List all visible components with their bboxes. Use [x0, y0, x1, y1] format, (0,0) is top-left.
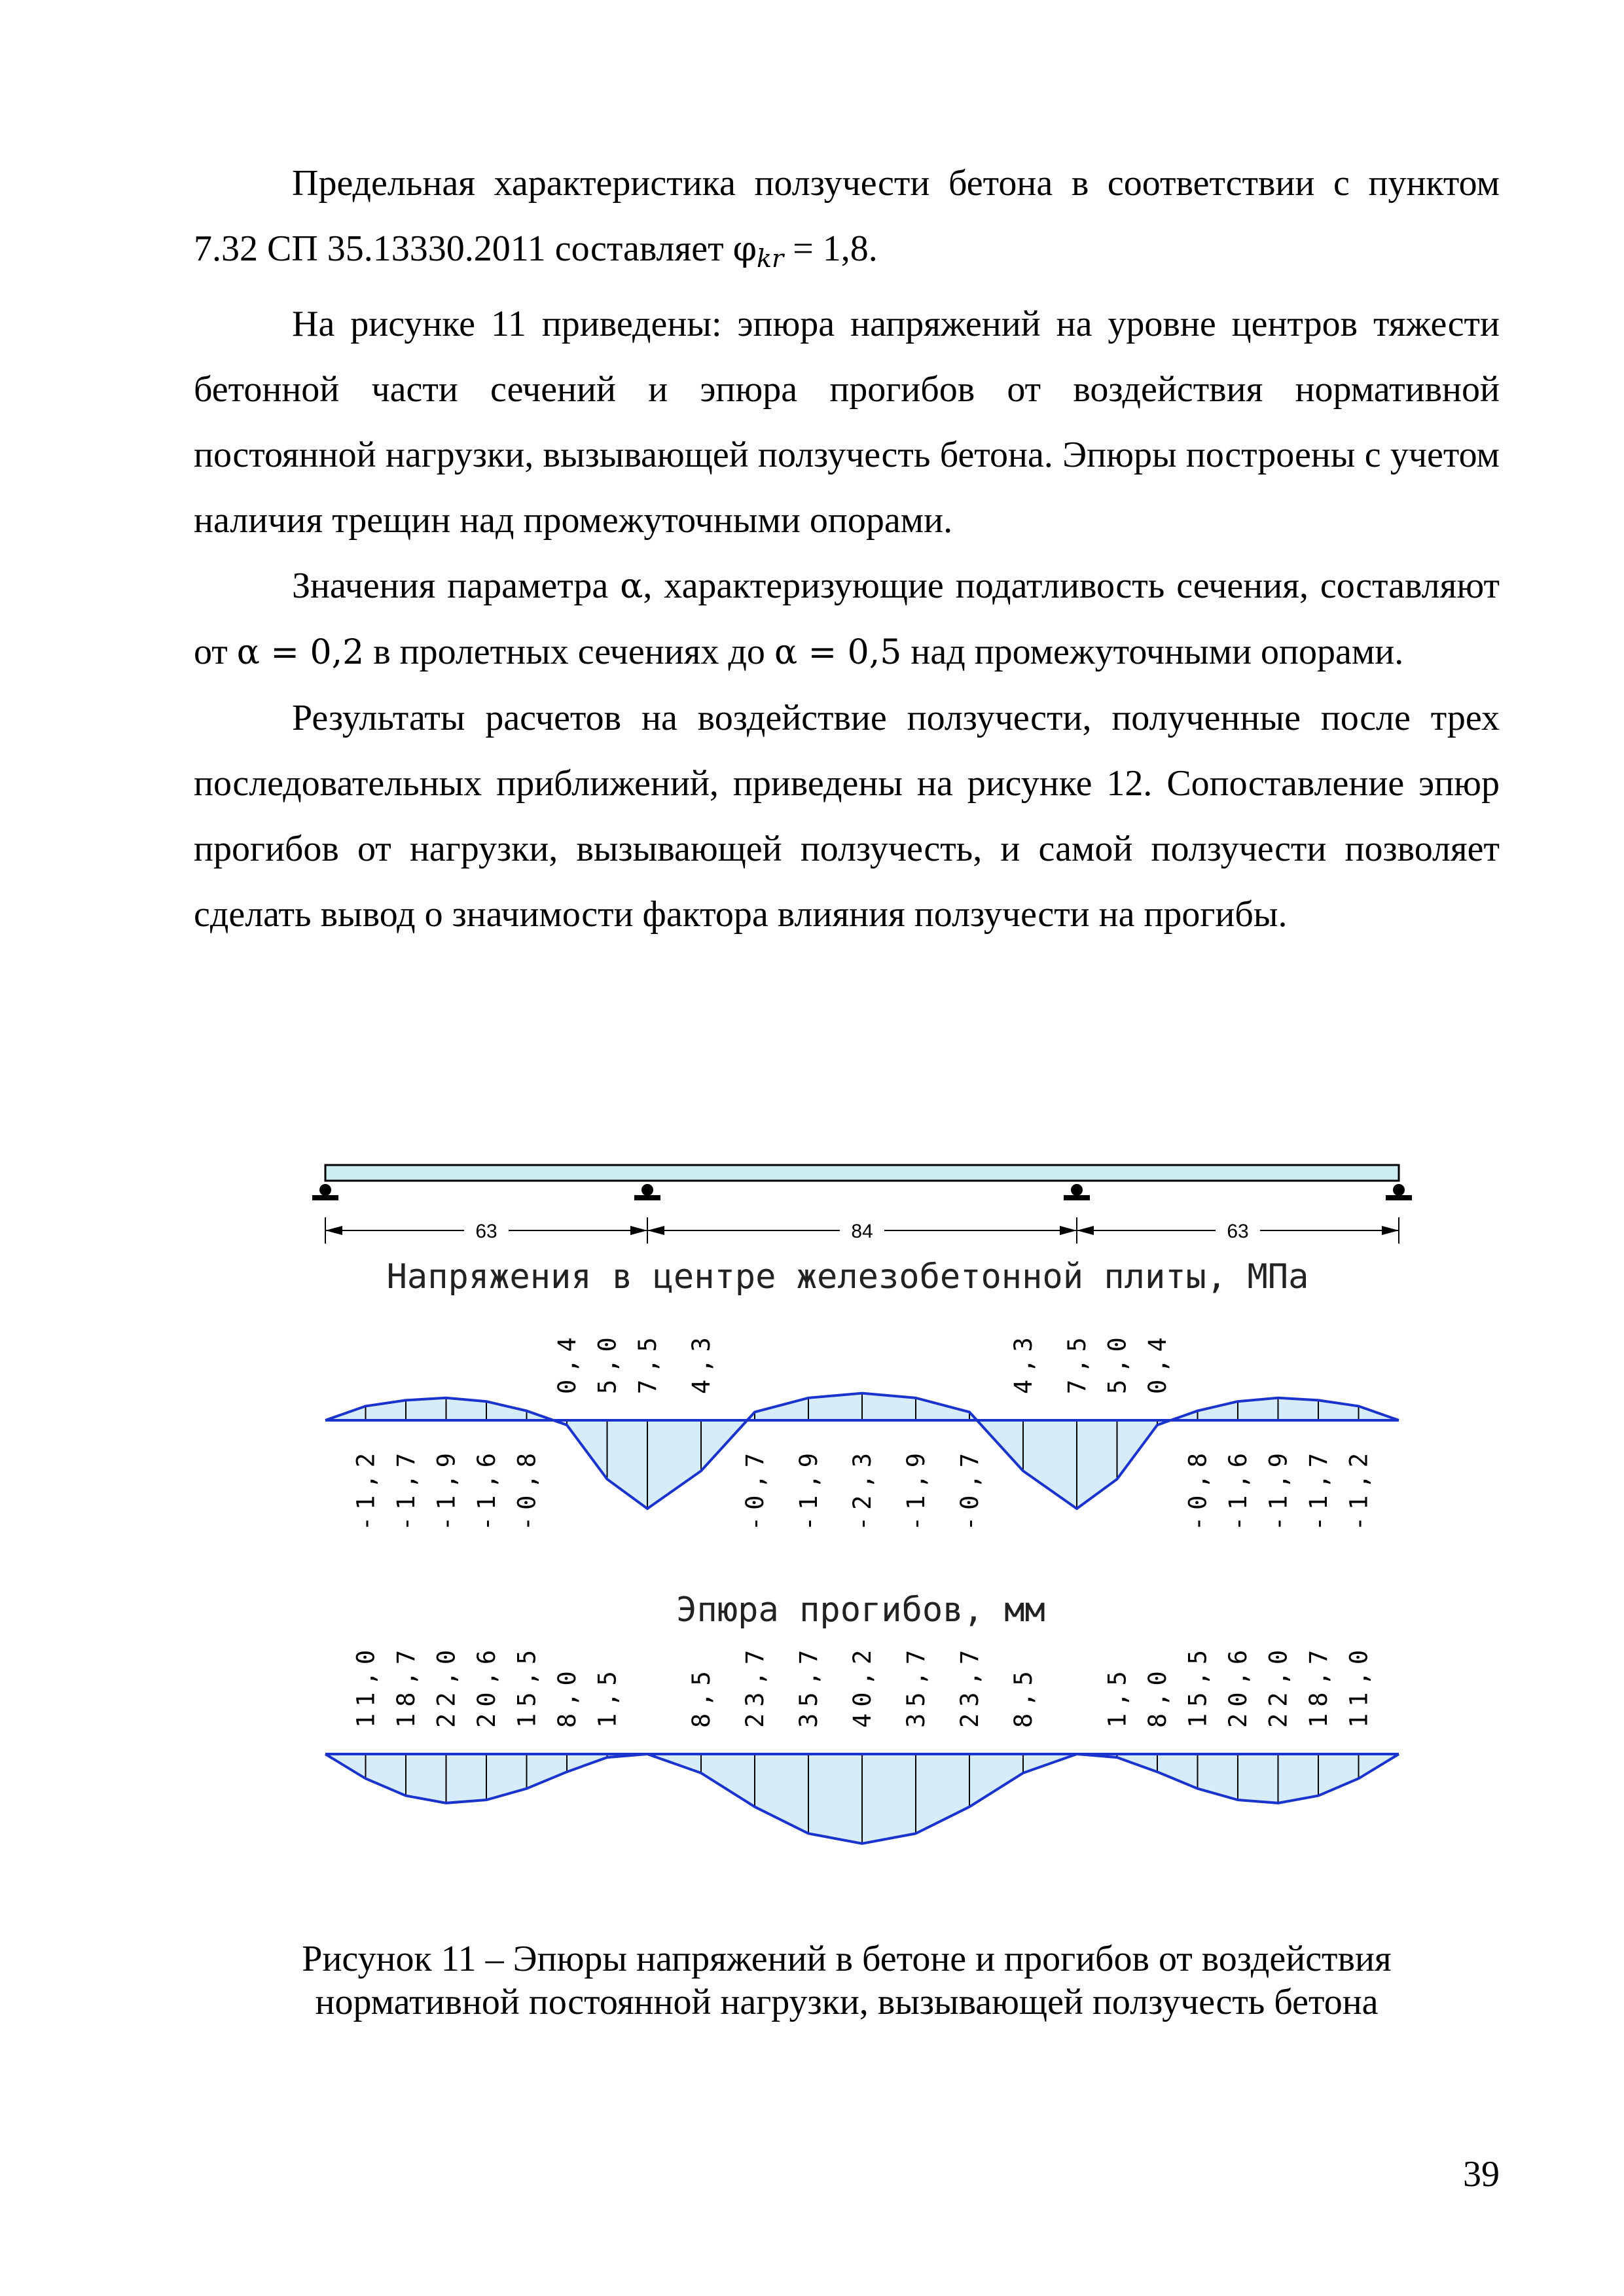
- span-length-label-3: 63: [1227, 1221, 1249, 1242]
- stress-value-label-6: 0,4: [553, 1331, 581, 1394]
- dimension-arrow-left-3: [1077, 1226, 1094, 1235]
- defl-value-label-17: 1,5: [1103, 1664, 1132, 1728]
- defl-value-label-9: 8,5: [687, 1664, 715, 1728]
- stress-value-label-12: -2,3: [848, 1446, 876, 1532]
- span-length-label-1: 63: [475, 1221, 497, 1242]
- defl-value-label-20: 20,6: [1224, 1643, 1252, 1728]
- support-pin-4: [1393, 1184, 1405, 1196]
- paragraph-4: Результаты расчетов на воздействие ползучести, полученные после трех последовательных приближений, приведены на рисунке 12. Сопоставление эпюр прогибов от нагрузки, вызывающей ползучесть, и самой ползучести позволяет сделать вывод о значимости фактора влияния ползучести на прогибы.: [194, 698, 1500, 935]
- dimension-arrow-right-1: [630, 1226, 647, 1235]
- stress-value-label-17: 5,0: [1103, 1331, 1132, 1394]
- dimension-arrow-left-1: [325, 1226, 342, 1235]
- stress-value-label-2: -1,7: [392, 1446, 420, 1532]
- stress-value-label-21: -1,9: [1264, 1446, 1293, 1532]
- stress-value-label-16: 7,5: [1063, 1331, 1091, 1394]
- stress-diagram-title: Напряжения в центре железобетонной плиты, МПа: [386, 1257, 1309, 1297]
- defl-value-label-13: 35,7: [902, 1643, 930, 1728]
- phi-symbol: φ: [732, 230, 757, 269]
- stress-value-label-22: -1,7: [1305, 1446, 1333, 1532]
- stress-value-label-7: 5,0: [593, 1331, 622, 1394]
- defl-value-label-21: 22,0: [1264, 1643, 1293, 1728]
- defl-value-label-19: 15,5: [1183, 1643, 1212, 1728]
- caption-line-2: нормативной постоянной нагрузки, вызывающей ползучесть бетона: [315, 1982, 1379, 2022]
- page-number: 39: [1463, 2154, 1500, 2195]
- figure-caption: [194, 1937, 1500, 2024]
- stress-value-label-4: -1,6: [473, 1446, 501, 1532]
- support-pin-1: [319, 1184, 331, 1196]
- support-pin-2: [641, 1184, 653, 1196]
- beam: [325, 1165, 1399, 1181]
- support-base-1: [312, 1195, 338, 1200]
- support-pin-3: [1071, 1184, 1083, 1196]
- defl-value-label-23: 11,0: [1344, 1643, 1373, 1728]
- defl-value-label-5: 15,5: [513, 1643, 541, 1728]
- deflection-diagram-title: Эпюра прогибов, мм: [676, 1590, 1045, 1630]
- span-length-label-2: 84: [851, 1221, 873, 1242]
- defl-value-label-7: 1,5: [593, 1664, 622, 1728]
- stress-value-label-9: 4,3: [687, 1331, 715, 1394]
- stress-value-label-11: -1,9: [795, 1446, 823, 1532]
- alpha-symbol: α: [620, 567, 643, 606]
- defl-value-label-10: 23,7: [741, 1643, 769, 1728]
- phi-subscript: kr: [757, 244, 784, 273]
- stress-value-label-1: -1,2: [352, 1446, 380, 1532]
- caption-line-1: Рисунок 11 – Эпюры напряжений в бетоне и прогибов от воздействия: [302, 1939, 1392, 1979]
- stress-value-label-20: -1,6: [1224, 1446, 1252, 1532]
- paragraph-1: Предельная характеристика ползучести бетона в соответствии с пунктом 7.32 СП 35.13330.2011 составляет $\varphi_{kr} = 1,8$.: [194, 163, 1500, 273]
- stress-value-label-14: -0,7: [956, 1446, 984, 1532]
- support-base-2: [634, 1195, 660, 1200]
- stress-value-label-13: -1,9: [902, 1446, 930, 1532]
- defl-value-label-3: 22,0: [432, 1643, 461, 1728]
- stress-value-label-18: 0,4: [1144, 1331, 1172, 1394]
- dimension-arrow-right-2: [1060, 1226, 1077, 1235]
- paragraph-3: Значения параметра α, характеризующие податливость сечения, составляют от α = 0,2 в пролетных сечениях до α = 0,5 над промежуточными опорами.: [194, 565, 1500, 672]
- stress-value-label-23: -1,2: [1344, 1446, 1373, 1532]
- stress-value-label-3: -1,9: [432, 1446, 461, 1532]
- stress-value-label-10: -0,7: [741, 1446, 769, 1532]
- defl-value-label-22: 18,7: [1305, 1643, 1333, 1728]
- defl-value-label-18: 8,0: [1144, 1664, 1172, 1728]
- defl-value-label-4: 20,6: [473, 1643, 501, 1728]
- alpha-eq-span: α = 0,2: [236, 633, 365, 672]
- stress-value-label-5: -0,8: [513, 1446, 541, 1532]
- support-base-4: [1386, 1195, 1412, 1200]
- paragraph-2: На рисунке 11 приведены: эпюра напряжений на уровне центров тяжести бетонной части сечений и эпюра прогибов от воздействия нормативной постоянной нагрузки, вызывающей ползучесть бетона. Эпюры построены с учетом наличия трещин над промежуточными опорами.: [194, 304, 1500, 541]
- dimension-arrow-left-2: [647, 1226, 664, 1235]
- stress-value-label-15: 4,3: [1009, 1331, 1038, 1394]
- defl-value-label-12: 40,2: [848, 1643, 876, 1728]
- defl-value-label-2: 18,7: [392, 1643, 420, 1728]
- defl-value-label-15: 8,5: [1009, 1664, 1038, 1728]
- dimension-arrow-right-3: [1382, 1226, 1399, 1235]
- alpha-eq-support: α = 0,5: [774, 633, 902, 672]
- support-base-3: [1064, 1195, 1090, 1200]
- stress-value-label-19: -0,8: [1183, 1446, 1212, 1532]
- defl-value-label-11: 35,7: [795, 1643, 823, 1728]
- defl-value-label-6: 8,0: [553, 1664, 581, 1728]
- defl-value-label-14: 23,7: [956, 1643, 984, 1728]
- defl-value-label-1: 11,0: [352, 1643, 380, 1728]
- stress-value-label-8: 7,5: [634, 1331, 662, 1394]
